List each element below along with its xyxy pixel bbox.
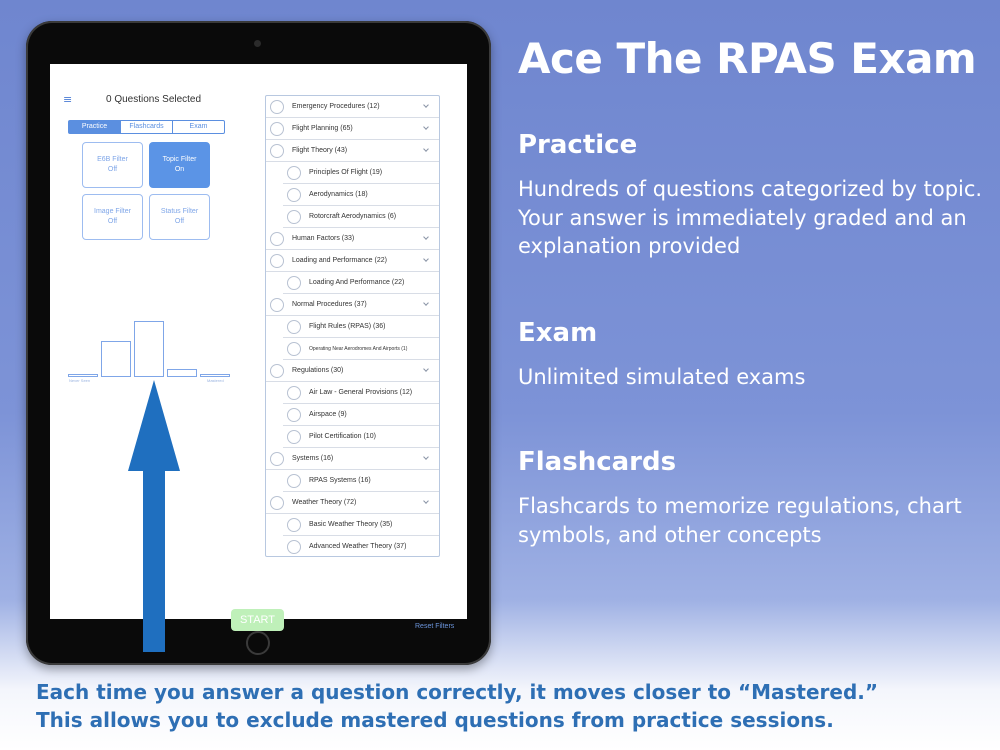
topic-list [265,95,440,557]
home-button[interactable] [246,631,270,655]
exam-description: Unlimited simulated exams [518,365,806,389]
topic-label: Weather Theory (72) [292,499,357,506]
select-circle-icon[interactable] [287,210,301,224]
tab-exam[interactable]: Exam [189,123,208,130]
ipad-device [26,21,491,665]
chevron-down-icon[interactable] [423,366,429,372]
select-circle-icon[interactable] [270,144,284,158]
chevron-down-icon[interactable] [423,498,429,504]
select-circle-icon[interactable] [287,276,301,290]
select-circle-icon[interactable] [287,342,301,356]
subtopic-row[interactable] [283,162,439,184]
hamburger-menu-icon[interactable]: ≡ [63,93,73,106]
headline: Ace The RPAS Exam [518,34,977,83]
subtopic-row[interactable] [283,184,439,206]
topic-label: Air Law - General Provisions (12) [309,389,413,396]
select-circle-icon[interactable] [287,188,301,202]
topic-label: RPAS Systems (16) [309,477,371,484]
topic-label: Rotorcraft Aerodynamics (6) [309,213,397,220]
topic-label: Airspace (9) [309,411,347,418]
select-circle-icon[interactable] [270,364,284,378]
topic-row[interactable] [266,492,439,514]
topic-label: Pilot Certification (10) [309,433,376,440]
chevron-down-icon[interactable] [423,454,429,460]
topic-label: Flight Theory (43) [292,147,348,154]
topic-label: Advanced Weather Theory (37) [309,543,407,550]
chevron-down-icon[interactable] [423,146,429,152]
select-circle-icon[interactable] [287,430,301,444]
topic-row[interactable] [266,140,439,162]
practice-heading: Practice [518,130,638,160]
chevron-down-icon[interactable] [423,234,429,240]
filter-title: Status Filter [160,208,199,215]
topic-label: Systems (16) [292,455,334,462]
up-arrow-icon [128,380,180,652]
select-circle-icon[interactable] [287,386,301,400]
chevron-down-icon[interactable] [423,102,429,108]
filter-state: Off [107,166,118,173]
practice-description: Hundreds of questions categorized by topic. Your answer is immediately graded and an explanation provided [518,177,983,258]
chart-right-label: Mastered [207,378,224,383]
reset-filters-link[interactable]: Reset Filters [415,623,455,630]
exam-heading: Exam [518,318,598,348]
mastery-bar [68,374,98,377]
topic-row[interactable] [266,360,439,382]
mastery-bar [200,374,230,377]
questions-selected-count: 0 Questions Selected [106,94,202,105]
select-circle-icon[interactable] [287,408,301,422]
select-circle-icon[interactable] [287,540,301,554]
select-circle-icon[interactable] [270,122,284,136]
mastery-bar [167,369,197,377]
select-circle-icon[interactable] [270,254,284,268]
image-filter-button[interactable] [82,194,143,240]
filter-title: Topic Filter [162,156,197,163]
subtopic-row[interactable] [283,382,439,404]
chevron-down-icon[interactable] [423,300,429,306]
select-circle-icon[interactable] [270,298,284,312]
topic-label: Loading And Performance (22) [309,279,405,286]
status-filter-button[interactable] [149,194,210,240]
filter-title: E6B Filter [97,156,128,163]
filter-title: Image Filter [94,208,131,215]
subtopic-row[interactable] [283,470,439,492]
subtopic-row[interactable] [283,206,439,228]
footer-line-2: This allows you to exclude mastered questions from practice sessions. [36,708,834,732]
select-circle-icon[interactable] [270,232,284,246]
select-circle-icon[interactable] [287,320,301,334]
topic-row[interactable] [266,96,439,118]
mode-segmented-control [68,120,225,134]
topic-row[interactable] [266,228,439,250]
topic-label: Emergency Procedures (12) [292,103,380,110]
topic-row[interactable] [266,294,439,316]
flashcards-heading: Flashcards [518,447,677,477]
tab-practice[interactable]: Practice [69,121,121,133]
select-circle-icon[interactable] [287,518,301,532]
tab-flashcards[interactable]: Flashcards [121,121,173,133]
mastery-bar [101,341,131,377]
subtopic-row[interactable] [283,272,439,294]
select-circle-icon[interactable] [270,496,284,510]
filter-state: On [174,166,185,173]
topic-label: Flight Rules (RPAS) (36) [309,323,386,330]
filter-state: Off [107,218,118,225]
topic-label: Operating Near Aerodromes And Airports (1) [309,346,408,352]
camera-icon [254,40,261,47]
topic-label: Loading and Performance (22) [292,257,387,264]
topic-label: Normal Procedures (37) [292,301,367,308]
footer-caption [36,678,986,734]
topic-label: Basic Weather Theory (35) [309,521,393,528]
subtopic-row[interactable] [283,514,439,536]
topic-label: Human Factors (33) [292,235,355,242]
flashcards-description: Flashcards to memorize regulations, chart symbols, and other concepts [518,494,962,547]
start-button[interactable]: START [231,609,284,631]
subtopic-row[interactable] [283,404,439,426]
select-circle-icon[interactable] [270,452,284,466]
select-circle-icon[interactable] [287,474,301,488]
app-screen [50,64,467,630]
filter-state: Off [174,218,185,225]
subtopic-row[interactable] [283,536,439,558]
topic-row[interactable] [266,250,439,272]
mastery-bar [134,321,164,377]
topic-row[interactable] [266,448,439,470]
e6b-filter-button[interactable] [82,142,143,188]
topic-label: Aerodynamics (18) [309,191,368,198]
topic-label: Regulations (30) [292,367,344,374]
chevron-down-icon[interactable] [423,124,429,130]
topic-label: Flight Planning (65) [292,125,353,132]
topic-label: Principles Of Flight (19) [309,169,383,176]
select-circle-icon[interactable] [287,166,301,180]
topic-row[interactable] [266,118,439,140]
subtopic-row[interactable] [283,316,439,338]
chart-left-label: Never Seen [69,378,91,383]
select-circle-icon[interactable] [270,100,284,114]
footer-line-1: Each time you answer a question correctly, it moves closer to “Mastered.” [36,680,879,704]
subtopic-row[interactable] [283,338,439,360]
chevron-down-icon[interactable] [423,256,429,262]
topic-filter-button[interactable] [149,142,210,188]
subtopic-row[interactable] [283,426,439,448]
